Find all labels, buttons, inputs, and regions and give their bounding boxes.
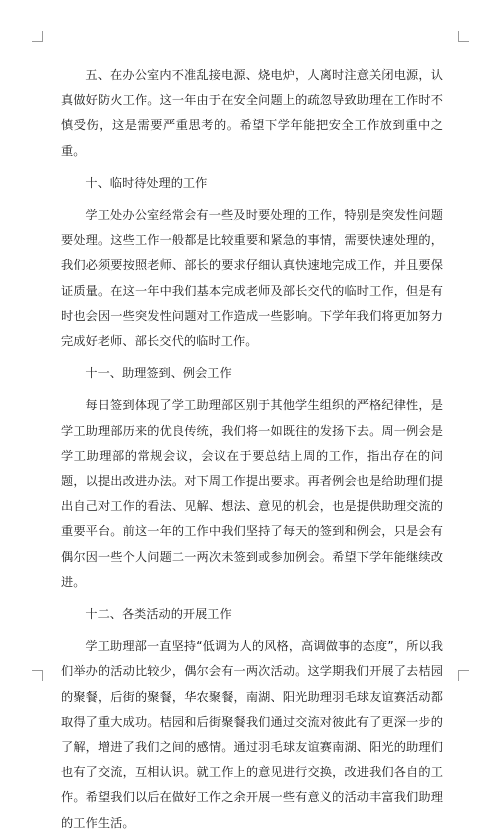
crop-mark-top-left (32, 31, 43, 42)
section-heading-activities: 十二、各类活动的开展工作 (85, 607, 232, 622)
section-heading-temporary-work: 十、临时待处理的工作 (85, 175, 208, 190)
crop-mark-bottom-right (458, 670, 469, 681)
crop-mark-top-right (458, 31, 469, 42)
crop-mark-bottom-left (32, 670, 43, 681)
section-heading-signin-meetings: 十一、助理签到、例会工作 (85, 366, 232, 381)
paragraph-signin-meetings: 每日签到体现了学工助理部区别于其他学生组织的严格纪律性，是学工助理部历来的优良传统，我们将一如既往的发扬下去。周一例会是学工助理部的常规会议，会议在于要总结上周的工作，指出存在的问题，以提出改进办法。对下周工作提出要求。再者例会也是给助理们提出自己对工作的看法、见解、想法、意见的机会，也是提供助理交流的重要平台。前这一年的工作中我们坚持了每天的签到和例会，只是会有偶尔因一些个人问题二一两次未签到或参加例会。希望下学年能继续改进。 (61, 398, 443, 589)
paragraph-activities: 学工助理部一直坚持“低调为人的风格，高调做事的态度”，所以我们举办的活动比较少，偶尔会有一两次活动。这学期我们开展了去桔园的聚餐，后街的聚餐，华农聚餐，南湖、阳光助理羽毛球友谊赛活动都取得了重大成功。桔园和后街聚餐我们通过交流对彼此有了更深一步的了解，增进了我们之间的感情。通过羽毛球友谊赛南湖、阳光的助理们也有了交流，互相认识。就工作上的意见进行交换，改进我们各自的工作。希望我们以后在做好工作之余开展一些有意义的活动丰富我们助理的工作生活。 (61, 639, 443, 830)
document-body (61, 63, 443, 836)
paragraph-fire-safety: 五、在办公室内不准乱接电源、烧电炉，人离时注意关闭电源，认真做好防火工作。这一年由于在安全问题上的疏忽导致助理在工作时不慎受伤，这是需要严重思考的。希望下学年能把安全工作放到重中之重。 (61, 68, 443, 158)
paragraph-temporary-work: 学工处办公室经常会有一些及时要处理的工作，特别是突发性问题要处理。这些工作一般都是比较重要和紧急的事情，需要快速处理的，我们必须要按照老师、部长的要求仔细认真快速地完成工作，并且要保证质量。在这一年中我们基本完成老师及部长交代的临时工作，但是有时也会因一些突发性问题对工作造成一些影响。下学年我们将更加努力完成好老师、部长交代的临时工作。 (61, 208, 443, 349)
